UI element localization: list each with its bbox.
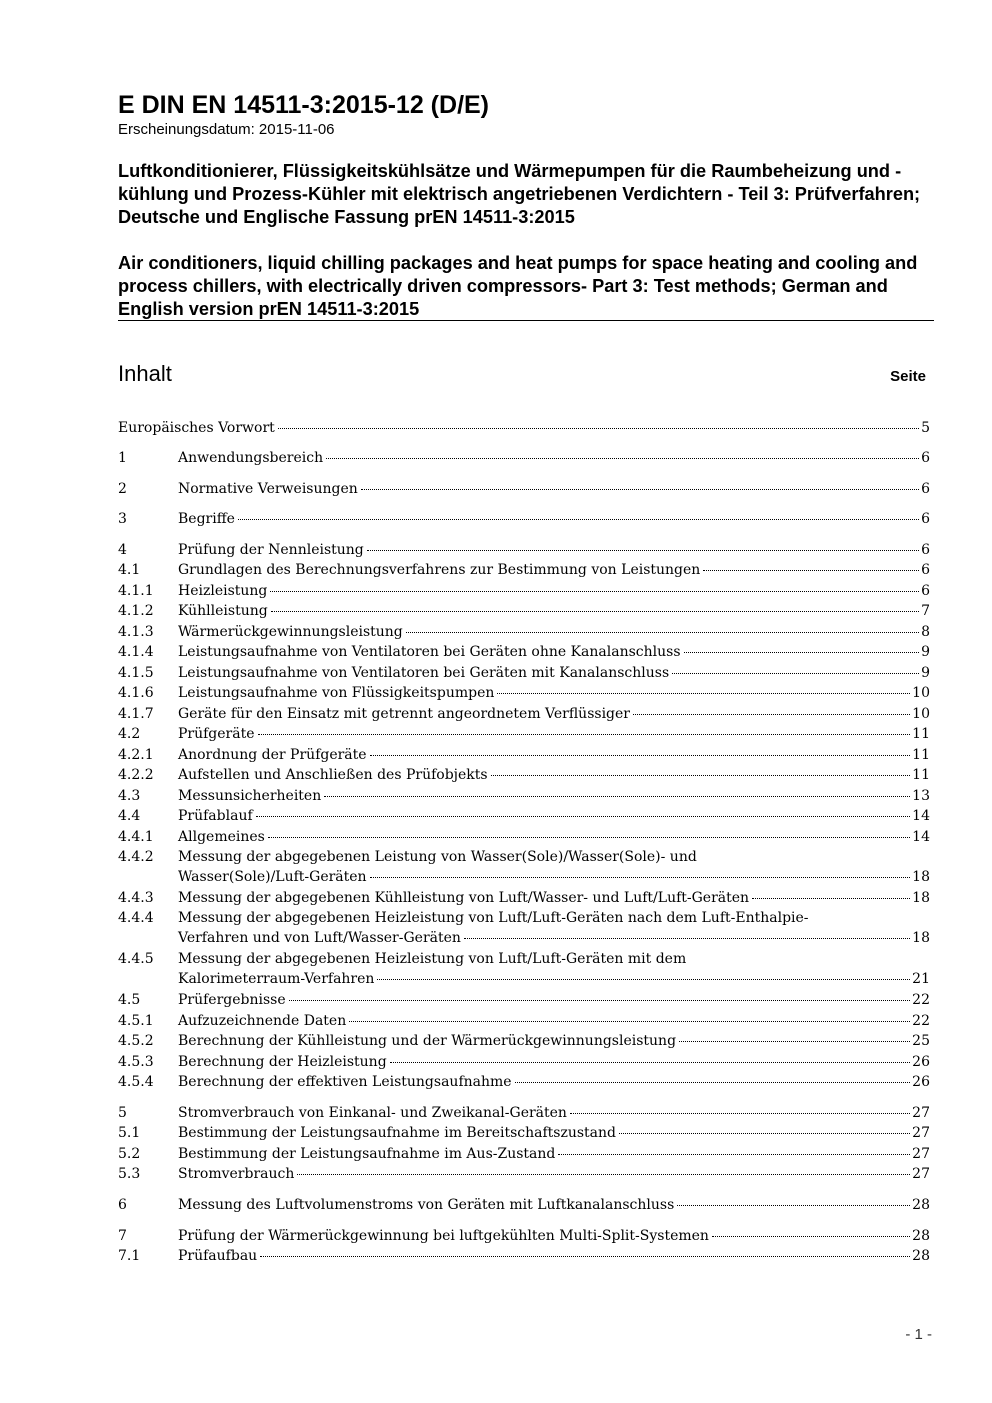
toc-entry-page: 21 <box>912 971 930 988</box>
toc-entry-page: 26 <box>912 1074 930 1090</box>
toc-leader-dots <box>619 1133 910 1134</box>
toc-leader-dots <box>270 591 919 592</box>
toc-entry[interactable] <box>118 1052 930 1072</box>
toc-leader-dots <box>349 1021 910 1022</box>
toc-entry-page: 6 <box>921 450 930 466</box>
toc-leader-dots <box>672 673 919 674</box>
toc-entry-number: 4.1.6 <box>118 685 154 701</box>
toc-entry-title: Kalorimeterraum-Verfahren <box>178 971 375 988</box>
toc-entry-page: 27 <box>912 1105 930 1121</box>
toc-entry-page: 11 <box>912 726 930 742</box>
page-number: - 1 - <box>905 1326 932 1343</box>
toc-entry-number: 4.1.1 <box>118 583 154 599</box>
toc-page-label: Seite <box>890 368 926 385</box>
toc-leader-dots <box>367 550 919 551</box>
toc-entry[interactable] <box>118 1144 930 1164</box>
toc-entry-number: 5.1 <box>118 1125 141 1141</box>
toc-entry-title: Europäisches Vorwort <box>118 420 275 436</box>
toc-entry-title: Anwendungsbereich <box>178 450 324 466</box>
toc-entry-number: 4.4.2 <box>118 849 154 865</box>
toc-entry-title: Aufstellen und Anschließen des Prüfobjekts <box>178 767 488 783</box>
toc-entry-title: Prüfgeräte <box>178 726 255 742</box>
toc-entry-page: 27 <box>912 1166 930 1182</box>
toc-entry-number: 4.2.2 <box>118 767 154 783</box>
toc-entry-title: Prüfung der Wärmerückgewinnung bei luftgekühlten Multi-Split-Systemen <box>178 1228 709 1244</box>
toc-entry[interactable] <box>118 479 930 499</box>
header-divider <box>118 320 934 321</box>
toc-entry-page: 7 <box>921 603 930 619</box>
toc-entry-number: 4.5.3 <box>118 1054 154 1070</box>
toc-entry[interactable] <box>118 1123 930 1143</box>
toc-entry-page: 27 <box>912 1146 930 1162</box>
toc-leader-dots <box>684 652 920 653</box>
toc-entry-title: Heizleistung <box>178 583 268 599</box>
toc-entry-title: Messung der abgegebenen Leistung von Wasser(Sole)/Wasser(Sole)- und <box>178 849 697 865</box>
toc-leader-dots <box>326 458 919 459</box>
toc-entry-page: 28 <box>912 1197 930 1213</box>
toc-heading: Inhalt <box>118 361 172 386</box>
publication-date: Erscheinungsdatum: 2015-11-06 <box>118 121 335 138</box>
toc-entry-number: 4.2 <box>118 726 141 742</box>
toc-entry[interactable] <box>118 1164 930 1184</box>
toc-entry-page: 14 <box>912 829 930 845</box>
toc-entry[interactable] <box>118 990 930 1010</box>
toc-entry-title: Verfahren und von Luft/Wasser-Geräten <box>178 930 461 947</box>
toc-entry-title: Wasser(Sole)/Luft-Geräten <box>178 869 367 886</box>
toc-entry-number: 4.4.3 <box>118 890 154 906</box>
toc-leader-dots <box>390 1062 911 1063</box>
toc-entry[interactable] <box>118 1031 930 1051</box>
toc-entry[interactable] <box>118 622 930 642</box>
toc-entry[interactable] <box>118 908 930 949</box>
toc-entry[interactable] <box>118 786 930 806</box>
toc-leader-dots <box>752 898 910 899</box>
toc-entry-page: 18 <box>912 869 930 886</box>
toc-entry-page: 8 <box>921 624 930 640</box>
toc-entry-title: Normative Verweisungen <box>178 481 358 497</box>
toc-entry-page: 18 <box>912 930 930 947</box>
toc-entry-number: 4.1.2 <box>118 603 154 619</box>
toc-entry[interactable] <box>118 949 930 990</box>
toc-entry-title: Geräte für den Einsatz mit getrennt angeordnetem Verflüssiger <box>178 706 630 722</box>
toc-entry-number: 5.2 <box>118 1146 141 1162</box>
toc-entry-title: Messung der abgegebenen Heizleistung von Luft/Luft-Geräten mit dem <box>178 951 687 967</box>
toc-entry-title: Messung des Luftvolumenstroms von Geräten mit Luftkanalanschluss <box>178 1197 675 1213</box>
toc-entry[interactable] <box>118 683 930 703</box>
toc-entry-number: 1 <box>118 450 127 466</box>
toc-entry-number: 4.4.1 <box>118 829 154 845</box>
toc-entry-page: 10 <box>912 685 930 701</box>
toc-entry-title: Begriffe <box>178 511 235 527</box>
toc-entry-page: 10 <box>912 706 930 722</box>
toc-entry[interactable] <box>118 827 930 847</box>
toc-entry-number: 2 <box>118 481 127 497</box>
toc-leader-dots <box>570 1113 910 1114</box>
toc-leader-dots <box>268 837 910 838</box>
toc-leader-dots <box>633 714 910 715</box>
toc-entry-number: 4.3 <box>118 788 141 804</box>
toc-entry-title: Grundlagen des Berechnungsverfahrens zur Bestimmung von Leistungen <box>178 562 701 578</box>
toc-leader-dots <box>324 796 910 797</box>
toc-entry-title: Prüfablauf <box>178 808 253 824</box>
toc-leader-dots <box>497 693 910 694</box>
toc-entry-page: 6 <box>921 511 930 527</box>
toc-entry-page: 27 <box>912 1125 930 1141</box>
toc-entry-number: 7.1 <box>118 1248 141 1264</box>
toc-leader-dots <box>289 1000 911 1001</box>
toc-leader-dots <box>677 1205 910 1206</box>
toc-entry[interactable] <box>118 806 930 826</box>
toc-entry-title: Leistungsaufnahme von Ventilatoren bei Geräten mit Kanalanschluss <box>178 665 670 681</box>
toc-entry-page: 18 <box>912 890 930 906</box>
toc-entry-page: 9 <box>921 644 930 660</box>
toc-leader-dots <box>464 938 910 939</box>
toc-leader-dots <box>679 1041 910 1042</box>
toc-entry[interactable] <box>118 1226 930 1246</box>
toc-entry-title: Bestimmung der Leistungsaufnahme im Aus-Zustand <box>178 1146 556 1162</box>
toc-entry[interactable] <box>118 888 930 908</box>
toc-entry-number: 4.5 <box>118 992 141 1008</box>
toc-entry-number: 7 <box>118 1228 127 1244</box>
toc-leader-dots <box>406 632 919 633</box>
toc-leader-dots <box>515 1082 911 1083</box>
toc-entry[interactable] <box>118 704 930 724</box>
toc-leader-dots <box>491 775 911 776</box>
toc-leader-dots <box>712 1236 910 1237</box>
toc-leader-dots <box>271 611 919 612</box>
toc-entry-title: Kühlleistung <box>178 603 268 619</box>
toc-entry[interactable] <box>118 560 930 580</box>
toc-entry-title: Wärmerückgewinnungsleistung <box>178 624 403 640</box>
toc-entry[interactable] <box>118 724 930 744</box>
toc-entry-page: 9 <box>921 665 930 681</box>
toc-entry[interactable] <box>118 1246 930 1266</box>
toc-leader-dots <box>370 755 911 756</box>
toc-leader-dots <box>238 519 919 520</box>
toc-entry-number: 6 <box>118 1197 127 1213</box>
toc-entry-page: 26 <box>912 1054 930 1070</box>
toc-entry[interactable] <box>118 663 930 683</box>
toc-entry-page: 5 <box>921 420 930 436</box>
toc-entry-title: Prüfaufbau <box>178 1248 258 1264</box>
toc-leader-dots <box>703 570 919 571</box>
toc-entry-title: Berechnung der Kühlleistung und der Wärmerückgewinnungsleistung <box>178 1033 677 1049</box>
toc-entry[interactable] <box>118 1195 930 1215</box>
toc-entry-number: 4.4.5 <box>118 951 154 967</box>
toc-entry-number: 4.1.3 <box>118 624 154 640</box>
toc-leader-dots <box>258 734 911 735</box>
toc-entry-number: 5.3 <box>118 1166 141 1182</box>
toc-leader-dots <box>260 1256 910 1257</box>
toc-entry[interactable] <box>118 601 930 621</box>
toc-entry-title: Anordnung der Prüfgeräte <box>178 747 367 763</box>
toc-entry-page: 6 <box>921 562 930 578</box>
toc-entry[interactable] <box>118 1072 930 1092</box>
toc-entry-number: 4.1.4 <box>118 644 154 660</box>
toc-entry[interactable] <box>118 448 930 468</box>
toc-entry[interactable] <box>118 642 930 662</box>
toc-entry[interactable] <box>118 765 930 785</box>
toc-entry-number: 3 <box>118 511 127 527</box>
title-german: Luftkonditionierer, Flüssigkeitskühlsätze und Wärmepumpen für die Raumbeheizung und -kühlung und Prozess-Kühler mit elektrisch angetriebenen Verdichtern - Teil 3: Prüfverfahren; Deutsche und Englische Fassung prEN 14511-3:2015 <box>118 161 921 227</box>
toc-entry-page: 14 <box>912 808 930 824</box>
toc-leader-dots <box>361 489 919 490</box>
toc-entry-title: Leistungsaufnahme von Ventilatoren bei Geräten ohne Kanalanschluss <box>178 644 681 660</box>
toc-entry-title: Stromverbrauch <box>178 1166 295 1182</box>
toc-entry-title: Berechnung der Heizleistung <box>178 1054 387 1070</box>
toc-leader-dots <box>377 979 910 980</box>
toc-entry-title: Prüfergebnisse <box>178 992 286 1008</box>
toc-entry-title: Allgemeines <box>178 829 265 845</box>
toc-entry-page: 28 <box>912 1248 930 1264</box>
toc-entry[interactable] <box>118 418 930 438</box>
toc-entry-title: Messung der abgegebenen Kühlleistung von Luft/Wasser- und Luft/Luft-Geräten <box>178 890 750 906</box>
toc-entry[interactable] <box>118 540 930 560</box>
toc-entry-page: 6 <box>921 583 930 599</box>
toc-entry-page: 25 <box>912 1033 930 1049</box>
toc-entry-number: 4 <box>118 542 127 558</box>
toc-entry-page: 11 <box>912 767 930 783</box>
toc-entry-number: 4.5.2 <box>118 1033 154 1049</box>
toc-leader-dots <box>558 1154 910 1155</box>
toc-entry-page: 11 <box>912 747 930 763</box>
toc-entry-number: 4.2.1 <box>118 747 154 763</box>
toc-entry-number: 4.5.1 <box>118 1013 154 1029</box>
toc-entry-number: 4.1 <box>118 562 141 578</box>
toc-entry-title: Aufzuzeichnende Daten <box>178 1013 347 1029</box>
toc-entry-title: Stromverbrauch von Einkanal- und Zweikanal-Geräten <box>178 1105 567 1121</box>
toc-entry-number: 4.5.4 <box>118 1074 154 1090</box>
toc-entry-number: 4.1.7 <box>118 706 154 722</box>
toc-entry-title: Messunsicherheiten <box>178 788 322 804</box>
toc-entry[interactable] <box>118 745 930 765</box>
toc-entry-title: Berechnung der effektiven Leistungsaufnahme <box>178 1074 512 1090</box>
toc-entry-page: 28 <box>912 1228 930 1244</box>
toc-entry-number: 4.4.4 <box>118 910 154 926</box>
toc-entry-page: 22 <box>912 992 930 1008</box>
toc-entry[interactable] <box>118 1103 930 1123</box>
toc-entry[interactable] <box>118 581 930 601</box>
document-title: E DIN EN 14511-3:2015-12 (D/E) <box>118 91 490 119</box>
toc-entry-number: 4.1.5 <box>118 665 154 681</box>
toc-entry-title: Leistungsaufnahme von Flüssigkeitspumpen <box>178 685 495 701</box>
toc-leader-dots <box>297 1174 910 1175</box>
toc-entry[interactable] <box>118 847 930 888</box>
toc-leader-dots <box>370 877 911 878</box>
toc-entry-page: 6 <box>921 481 930 497</box>
toc-entry[interactable] <box>118 1011 930 1031</box>
toc-leader-dots <box>256 816 911 817</box>
toc-entry-page: 6 <box>921 542 930 558</box>
toc-leader-dots <box>278 428 919 429</box>
toc-entry-title: Messung der abgegebenen Heizleistung von Luft/Luft-Geräten nach dem Luft-Enthalpie- <box>178 910 809 926</box>
toc-entry-title: Bestimmung der Leistungsaufnahme im Bereitschaftszustand <box>178 1125 616 1141</box>
toc-entry-title: Prüfung der Nennleistung <box>178 542 364 558</box>
title-english: Air conditioners, liquid chilling packages and heat pumps for space heating and cooling and process chillers, with electrically driven compressors- Part 3: Test methods; German and English version prEN 14511-3:2015 <box>118 253 918 319</box>
toc-entry-number: 5 <box>118 1105 127 1121</box>
toc-entry[interactable] <box>118 509 930 529</box>
toc-entry-page: 22 <box>912 1013 930 1029</box>
toc-entry-page: 13 <box>912 788 930 804</box>
toc-entry-number: 4.4 <box>118 808 141 824</box>
